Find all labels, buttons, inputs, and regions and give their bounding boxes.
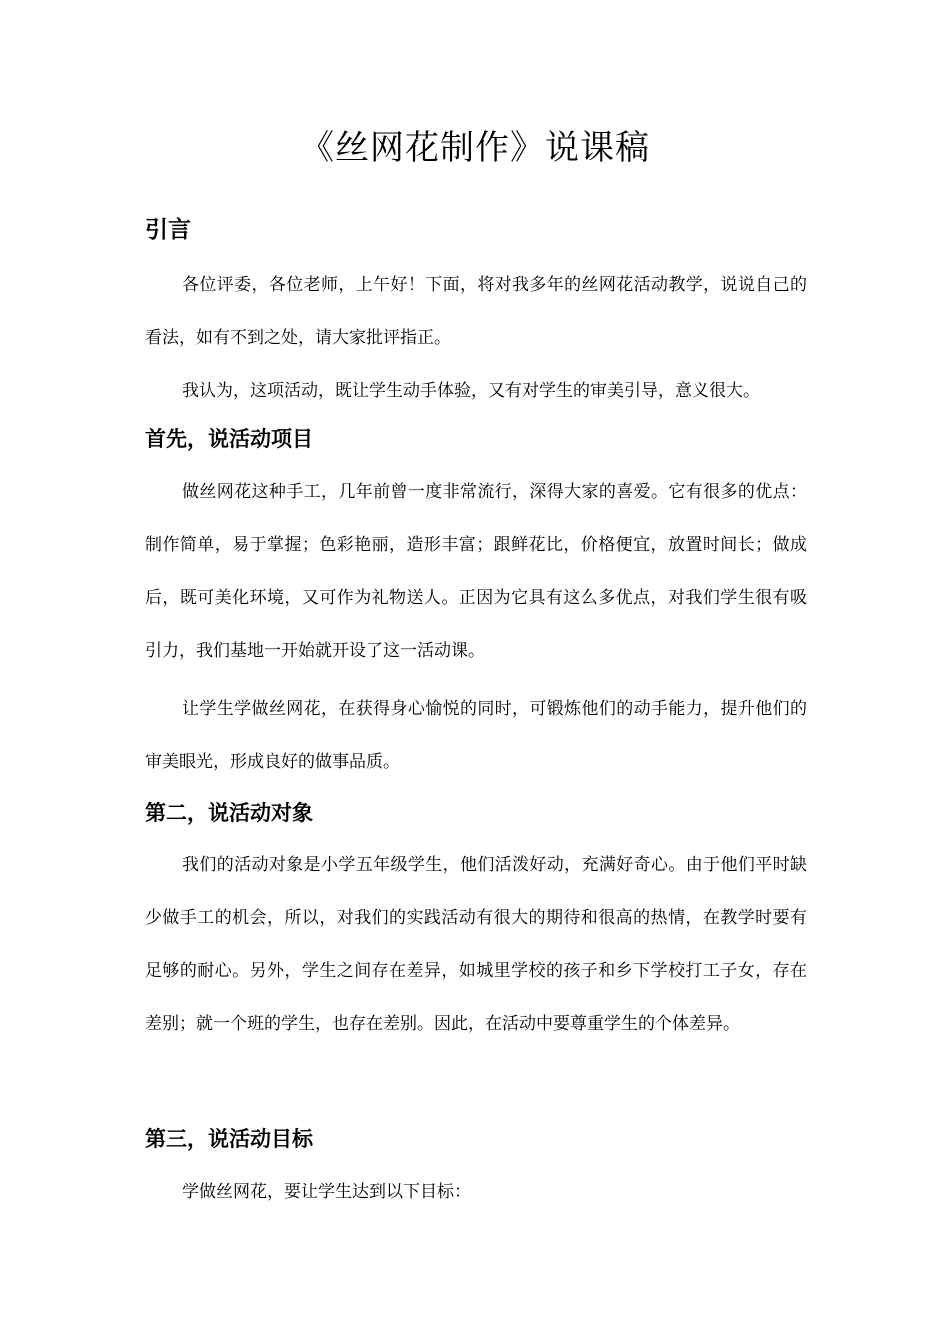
paragraph-activity-target-1: 我们的活动对象是小学五年级学生，他们活泼好动，充满好奇心。由于他们平时缺少做手工的机会，所以，对我们的实践活动有很大的期待和很高的热情，在教学时要有足够的耐心。另外，学生之间存在差异，如城里学校的孩子和乡下学校打工子女，存在差别；就一个班的学生，也存在差别。因此，在活动中要尊重学生的个体差异。 [145,855,807,1034]
document-title: 《丝网花制作》说课稿 [300,128,650,168]
paragraph-intro-1: 各位评委，各位老师，上午好！下面，将对我多年的丝网花活动教学，说说自己的看法，如有不到之处，请大家批评指正。 [145,275,807,348]
paragraph-intro-2: 我认为，这项活动，既让学生动手体验，又有对学生的审美引导，意义很大。 [182,381,760,401]
section-heading-activity-item: 首先，说活动项目 [145,427,313,451]
section-heading-activity-target: 第二，说活动对象 [145,801,313,825]
section-heading-intro: 引言 [145,217,191,243]
paragraph-activity-item-2: 让学生学做丝网花，在获得身心愉悦的同时，可锻炼他们的动手能力，提升他们的审美眼光，形成良好的做事品质。 [145,699,807,772]
section-heading-activity-goals: 第三，说活动目标 [145,1127,313,1151]
paragraph-activity-item-1: 做丝网花这种手工，几年前曾一度非常流行，深得大家的喜爱。它有很多的优点：制作简单，易于掌握；色彩艳丽，造形丰富；跟鲜花比，价格便宜，放置时间长；做成后，既可美化环境，又可作为礼物送人。正因为它具有这么多优点，对我们学生很有吸引力，我们基地一开始就开设了这一活动课。 [145,482,807,661]
paragraph-activity-goals-1: 学做丝网花，要让学生达到以下目标： [182,1182,471,1202]
